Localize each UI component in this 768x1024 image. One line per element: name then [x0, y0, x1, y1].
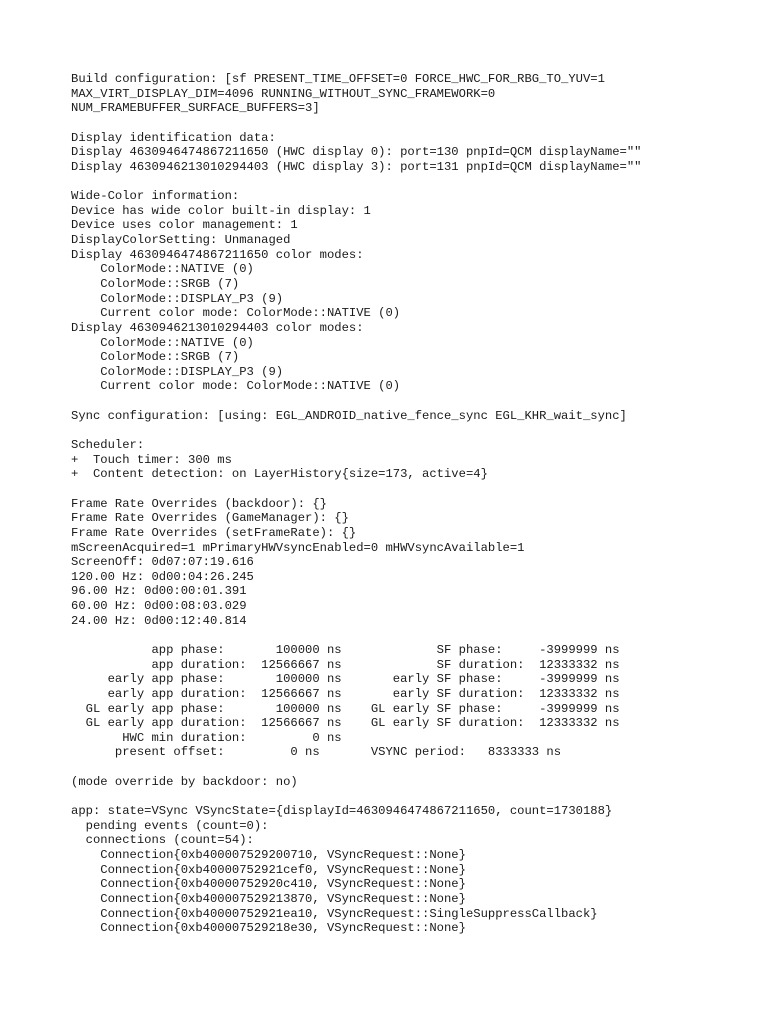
log-line: DisplayColorSetting: Unmanaged	[71, 233, 291, 248]
log-line: 60.00 Hz: 0d00:08:03.029	[71, 599, 247, 614]
log-line	[71, 394, 641, 409]
log-line: ColorMode::SRGB (7)	[71, 350, 240, 365]
log-line: Display 4630946474867211650 (HWC display 0): port=130 pnpId=QCM displayName=""	[71, 145, 642, 160]
log-line: Display identification data:	[71, 130, 276, 145]
log-line: Scheduler:	[71, 438, 145, 453]
log-line: Frame Rate Overrides (setFrameRate): {}	[71, 525, 357, 540]
log-line: mScreenAcquired=1 mPrimaryHWVsyncEnabled=0 mHWVsyncAvailable=1	[71, 540, 525, 555]
log-line: early app phase: 100000 ns early SF phase: -3999999 ns	[71, 672, 620, 687]
log-line	[71, 423, 641, 438]
log-line: HWC min duration: 0 ns	[71, 730, 342, 745]
log-line: 120.00 Hz: 0d00:04:26.245	[71, 569, 254, 584]
log-line: Wide-Color information:	[71, 189, 240, 204]
log-line: Sync configuration: [using: EGL_ANDROID_native_fence_sync EGL_KHR_wait_sync]	[71, 408, 627, 423]
log-line: NUM_FRAMEBUFFER_SURFACE_BUFFERS=3]	[71, 101, 320, 116]
log-line: Frame Rate Overrides (GameManager): {}	[71, 511, 349, 526]
log-line: ColorMode::NATIVE (0)	[71, 335, 254, 350]
log-line	[71, 116, 641, 131]
log-line: ColorMode::DISPLAY_P3 (9)	[71, 291, 284, 306]
log-line: Frame Rate Overrides (backdoor): {}	[71, 496, 327, 511]
log-line: GL early app phase: 100000 ns GL early SF phase: -3999999 ns	[71, 701, 620, 716]
log-line: Connection{0xb40000752921cef0, VSyncRequest::None}	[71, 862, 466, 877]
log-line: ColorMode::SRGB (7)	[71, 276, 240, 291]
log-line: Current color mode: ColorMode::NATIVE (0)	[71, 379, 401, 394]
log-line: + Touch timer: 300 ms	[71, 452, 232, 467]
log-line: app phase: 100000 ns SF phase: -3999999 ns	[71, 642, 620, 657]
log-line: 24.00 Hz: 0d00:12:40.814	[71, 613, 247, 628]
log-line: Connection{0xb400007529218e30, VSyncRequest::None}	[71, 921, 466, 936]
log-line	[71, 482, 641, 497]
log-line: ColorMode::NATIVE (0)	[71, 262, 254, 277]
log-line	[71, 760, 641, 775]
log-line: Display 4630946213010294403 (HWC display 3): port=131 pnpId=QCM displayName=""	[71, 159, 642, 174]
log-line: 96.00 Hz: 0d00:00:01.391	[71, 584, 247, 599]
log-line: + Content detection: on LayerHistory{size=173, active=4}	[71, 467, 488, 482]
log-line: Device has wide color built-in display: 1	[71, 203, 371, 218]
log-line: Connection{0xb400007529213870, VSyncRequest::None}	[71, 891, 466, 906]
log-line	[71, 789, 641, 804]
log-line	[71, 174, 641, 189]
log-line: (mode override by backdoor: no)	[71, 774, 298, 789]
dumpsys-output	[71, 72, 641, 936]
log-line: app duration: 12566667 ns SF duration: 12333332 ns	[71, 657, 620, 672]
log-line: pending events (count=0):	[71, 818, 269, 833]
log-line: connections (count=54):	[71, 833, 254, 848]
log-line: Build configuration: [sf PRESENT_TIME_OFFSET=0 FORCE_HWC_FOR_RBG_TO_YUV=1	[71, 72, 605, 86]
log-line: Display 4630946213010294403 color modes:	[71, 320, 364, 335]
log-line: GL early app duration: 12566667 ns GL early SF duration: 12333332 ns	[71, 716, 620, 731]
log-line: Display 4630946474867211650 color modes:	[71, 247, 364, 262]
log-line	[71, 628, 641, 643]
log-line: Connection{0xb40000752921ea10, VSyncRequest::SingleSuppressCallback}	[71, 906, 598, 921]
log-line: ColorMode::DISPLAY_P3 (9)	[71, 364, 284, 379]
log-line: app: state=VSync VSyncState={displayId=4630946474867211650, count=1730188}	[71, 804, 613, 819]
log-line: Current color mode: ColorMode::NATIVE (0)	[71, 306, 401, 321]
log-line: early app duration: 12566667 ns early SF duration: 12333332 ns	[71, 686, 620, 701]
log-line: Connection{0xb40000752920c410, VSyncRequest::None}	[71, 877, 466, 892]
log-line: Device uses color management: 1	[71, 218, 298, 233]
log-line: Connection{0xb400007529200710, VSyncRequest::None}	[71, 847, 466, 862]
log-line: present offset: 0 ns VSYNC period: 8333333 ns	[71, 745, 562, 760]
log-line: ScreenOff: 0d07:07:19.616	[71, 555, 254, 570]
log-line: MAX_VIRT_DISPLAY_DIM=4096 RUNNING_WITHOUT_SYNC_FRAMEWORK=0	[71, 86, 496, 101]
